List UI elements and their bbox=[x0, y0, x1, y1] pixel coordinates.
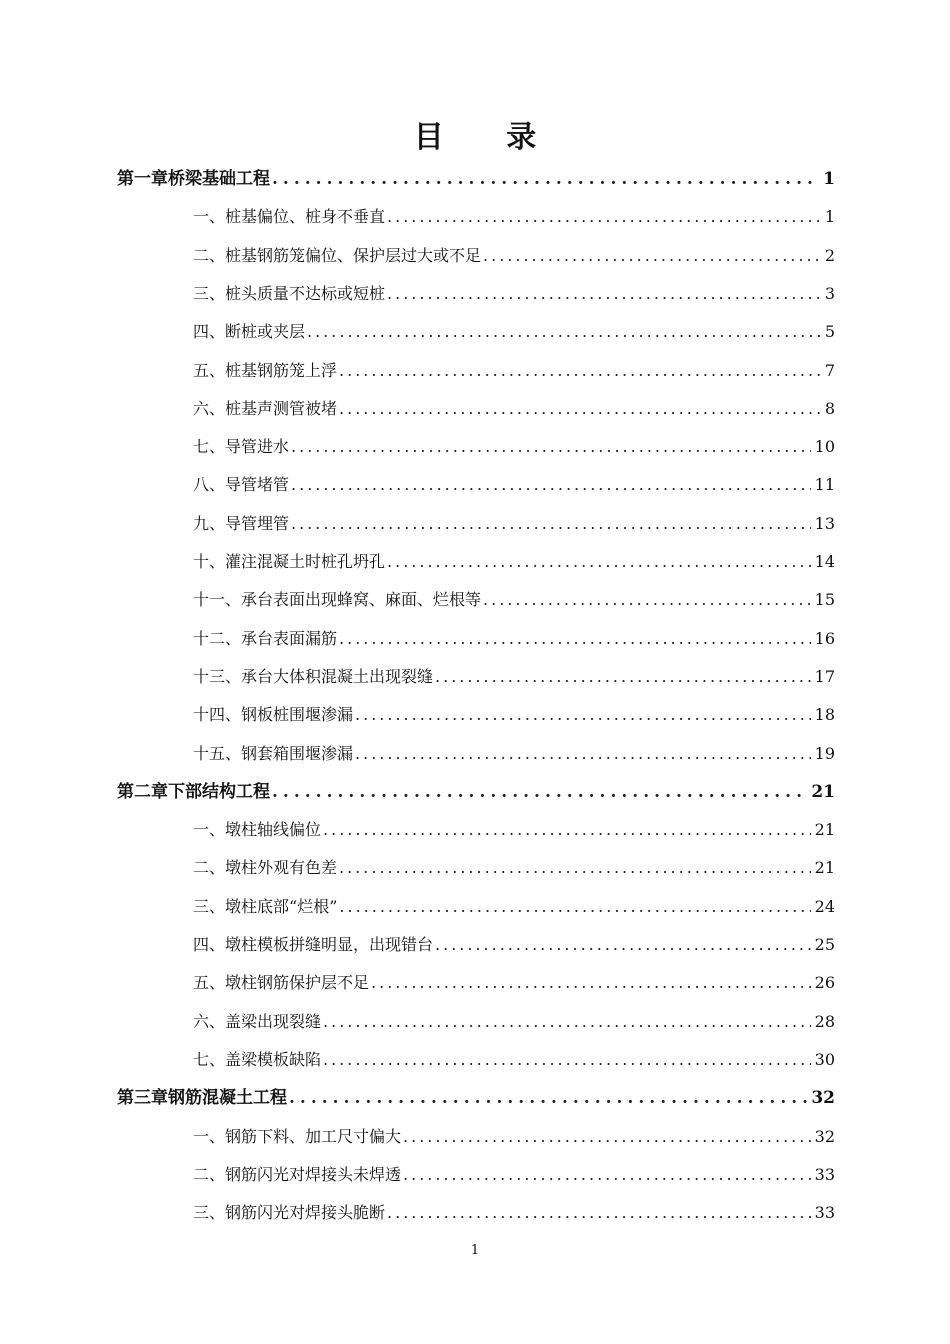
toc-item-row[interactable] bbox=[193, 543, 835, 581]
toc-entry-page: 28 bbox=[814, 1011, 835, 1031]
toc-item-row[interactable] bbox=[193, 1041, 835, 1079]
toc-entry-title: 钢板桩围堰渗漏 bbox=[241, 705, 354, 725]
toc-dot-leader bbox=[339, 390, 821, 428]
toc-entry-number: 第二章 bbox=[117, 781, 168, 802]
toc-dot-leader bbox=[403, 1118, 811, 1156]
toc-dot-leader bbox=[339, 352, 821, 390]
toc-entry-title: 承台表面出现蜂窝、麻面、烂根等 bbox=[241, 590, 482, 610]
toc-item-row[interactable] bbox=[193, 849, 835, 887]
toc-dot-leader bbox=[339, 620, 811, 658]
toc-dot-leader bbox=[435, 926, 811, 964]
toc-entry-title: 灌注混凝土时桩孔坍孔 bbox=[225, 552, 386, 571]
toc-entry-number: 五、 bbox=[193, 360, 226, 380]
toc-dot-leader bbox=[387, 275, 821, 313]
toc-item-row[interactable] bbox=[193, 581, 835, 619]
toc-entry-page: 25 bbox=[814, 935, 835, 954]
toc-entry-title: 墩柱钢筋保护层不足 bbox=[225, 973, 370, 993]
toc-entry-number: 九、 bbox=[193, 513, 226, 533]
toc-item-row[interactable] bbox=[193, 275, 835, 313]
toc-dot-leader bbox=[371, 964, 811, 1002]
toc-entry-number: 第三章 bbox=[117, 1088, 168, 1109]
toc-entry-number: 三、 bbox=[193, 1203, 226, 1223]
toc-entry-number: 三、 bbox=[193, 896, 226, 916]
toc-entry-number: 十四、 bbox=[193, 705, 242, 725]
toc-dot-leader bbox=[291, 505, 811, 543]
toc-entry-page: 32 bbox=[811, 1088, 835, 1109]
toc-dot-leader bbox=[387, 1194, 811, 1232]
toc-entry-title: 钢筋闪光对焊接头脆断 bbox=[225, 1203, 386, 1223]
toc-dot-leader bbox=[291, 428, 811, 466]
toc-entry-title: 导管进水 bbox=[225, 437, 290, 457]
toc-entry-title: 桥梁基础工程 bbox=[168, 169, 270, 189]
toc-entry-title: 墩柱轴线偏位 bbox=[225, 820, 322, 840]
toc-entry-page: 11 bbox=[814, 475, 835, 495]
toc-item-row[interactable] bbox=[193, 313, 835, 351]
toc-item-row[interactable] bbox=[193, 888, 835, 926]
toc-item-row[interactable] bbox=[193, 1003, 835, 1041]
toc-entry-title: 导管埋管 bbox=[225, 513, 290, 533]
toc-entry-number: 四、 bbox=[193, 322, 226, 342]
toc-entry-page: 33 bbox=[814, 1203, 835, 1223]
toc-entry-title: 断桩或夹层 bbox=[225, 322, 306, 342]
toc-entry-number: 二、 bbox=[193, 245, 226, 265]
toc-item-row[interactable] bbox=[193, 696, 835, 734]
toc-dot-leader bbox=[387, 543, 811, 581]
toc-entry-number: 十、 bbox=[193, 552, 226, 571]
toc-item-row[interactable] bbox=[193, 237, 835, 275]
toc-entry-title: 墩柱模板拼缝明显，出现错台 bbox=[225, 935, 434, 954]
toc-entry-page: 1 bbox=[824, 207, 835, 227]
toc-entry-title: 承台表面漏筋 bbox=[241, 628, 338, 648]
toc-entry-page: 26 bbox=[814, 973, 835, 993]
toc-entry-number: 三、 bbox=[193, 283, 226, 303]
toc-entry-number: 二、 bbox=[193, 1164, 226, 1184]
toc-entry-title: 桩基偏位、桩身不垂直 bbox=[225, 207, 386, 227]
toc-dot-leader bbox=[355, 696, 811, 734]
toc-entry-page: 2 bbox=[824, 245, 835, 265]
toc-entry-title: 盖梁模板缺陷 bbox=[225, 1049, 322, 1069]
toc-dot-leader bbox=[339, 888, 810, 926]
toc-entry-title: 墩柱外观有色差 bbox=[225, 858, 338, 878]
toc-entry-page: 5 bbox=[824, 322, 835, 342]
toc-entry-title: 钢筋闪光对焊接头未焊透 bbox=[225, 1164, 402, 1184]
toc-item-row[interactable] bbox=[193, 198, 835, 236]
toc-entry-number: 十二、 bbox=[193, 628, 242, 648]
toc-entry-title: 钢筋下料、加工尺寸偏大 bbox=[225, 1126, 402, 1146]
toc-item-row[interactable] bbox=[193, 1194, 835, 1232]
toc-chapter-row[interactable] bbox=[117, 773, 835, 811]
toc-entry-number: 一、 bbox=[193, 207, 226, 227]
toc-entry-title: 盖梁出现裂缝 bbox=[225, 1011, 322, 1031]
toc-item-row[interactable] bbox=[193, 466, 835, 504]
toc-dot-leader bbox=[272, 773, 807, 811]
toc-item-row[interactable] bbox=[193, 1118, 835, 1156]
toc-entry-title: 钢套箱围堰渗漏 bbox=[241, 743, 354, 763]
page-number-footer: 1 bbox=[470, 1243, 480, 1258]
toc-item-row[interactable] bbox=[193, 926, 835, 964]
toc-item-row[interactable] bbox=[193, 811, 835, 849]
toc-entry-page: 32 bbox=[814, 1126, 835, 1146]
toc-entry-number: 六、 bbox=[193, 398, 226, 418]
toc-entry-number: 四、 bbox=[193, 935, 226, 954]
toc-entry-page: 21 bbox=[811, 781, 835, 802]
toc-entry-page: 14 bbox=[814, 552, 835, 571]
toc-entry-number: 十三、 bbox=[193, 666, 242, 686]
toc-chapter-row[interactable] bbox=[117, 160, 835, 198]
toc-entry-page: 10 bbox=[814, 437, 835, 457]
toc-entry-number: 第一章 bbox=[117, 169, 168, 189]
toc-entry-page: 8 bbox=[824, 398, 835, 418]
toc-item-row[interactable] bbox=[193, 428, 835, 466]
toc-dot-leader bbox=[323, 1041, 811, 1079]
toc-chapter-row[interactable] bbox=[117, 1079, 835, 1117]
toc-entry-title: 导管堵管 bbox=[225, 475, 290, 495]
toc-entry-title: 桩基钢筋笼偏位、保护层过大或不足 bbox=[225, 245, 482, 265]
toc-entry-page: 13 bbox=[814, 513, 835, 533]
page-title: 目 录 bbox=[413, 120, 563, 155]
toc-entry-number: 五、 bbox=[193, 973, 226, 993]
toc-entry-title: 桩头质量不达标或短桩 bbox=[225, 283, 386, 303]
toc-dot-leader bbox=[483, 237, 821, 275]
toc-dot-leader bbox=[323, 811, 811, 849]
toc-entry-number: 一、 bbox=[193, 1126, 226, 1146]
toc-entry-page: 7 bbox=[824, 360, 835, 380]
toc-entry-page: 18 bbox=[814, 705, 835, 725]
toc-item-row[interactable] bbox=[193, 735, 835, 773]
toc-dot-leader bbox=[291, 466, 811, 504]
toc-entry-page: 21 bbox=[814, 858, 835, 878]
toc-entry-number: 八、 bbox=[193, 475, 226, 495]
toc-entry-number: 十五、 bbox=[193, 743, 242, 763]
toc-entry-page: 21 bbox=[814, 820, 835, 840]
toc-entry-number: 六、 bbox=[193, 1011, 226, 1031]
toc-dot-leader bbox=[403, 1156, 811, 1194]
toc-entry-page: 15 bbox=[814, 590, 835, 610]
toc-entry-title: 桩基声测管被堵 bbox=[225, 398, 338, 418]
toc-entry-title: 承台大体积混凝土出现裂缝 bbox=[241, 666, 434, 686]
toc-dot-leader bbox=[272, 160, 819, 198]
toc-dot-leader bbox=[435, 658, 811, 696]
toc-entry-page: 24 bbox=[814, 896, 835, 916]
toc-entry-page: 3 bbox=[824, 283, 835, 303]
toc-dot-leader bbox=[339, 849, 811, 887]
toc-dot-leader bbox=[289, 1079, 807, 1117]
toc-entry-title: 桩基钢筋笼上浮 bbox=[225, 360, 338, 380]
toc-entry-number: 一、 bbox=[193, 820, 226, 840]
toc-item-row[interactable] bbox=[193, 620, 835, 658]
toc-entry-number: 七、 bbox=[193, 437, 226, 457]
toc-entry-title: 钢筋混凝土工程 bbox=[168, 1088, 287, 1109]
toc-item-row[interactable] bbox=[193, 964, 835, 1002]
toc-dot-leader bbox=[355, 735, 811, 773]
toc-entry-number: 七、 bbox=[193, 1049, 226, 1069]
toc-item-row[interactable] bbox=[193, 658, 835, 696]
toc-dot-leader bbox=[483, 581, 811, 619]
toc-item-row[interactable] bbox=[193, 1156, 835, 1194]
toc-entry-page: 16 bbox=[814, 628, 835, 648]
toc-entry-page: 1 bbox=[823, 169, 835, 189]
toc-entry-number: 二、 bbox=[193, 858, 226, 878]
toc-entry-page: 30 bbox=[814, 1049, 835, 1069]
toc-entry-title: 下部结构工程 bbox=[168, 781, 270, 802]
toc-dot-leader bbox=[387, 198, 821, 236]
toc-entry-page: 17 bbox=[814, 666, 835, 686]
toc-entry-page: 19 bbox=[814, 743, 835, 763]
toc-dot-leader bbox=[323, 1003, 811, 1041]
toc-dot-leader bbox=[307, 313, 821, 351]
toc-entry-number: 十一、 bbox=[193, 590, 242, 610]
toc-item-row[interactable] bbox=[193, 352, 835, 390]
toc-item-row[interactable] bbox=[193, 505, 835, 543]
toc-item-row[interactable] bbox=[193, 390, 835, 428]
toc-entry-title: 墩柱底部“烂根” bbox=[225, 896, 338, 916]
toc-entry-page: 33 bbox=[814, 1164, 835, 1184]
